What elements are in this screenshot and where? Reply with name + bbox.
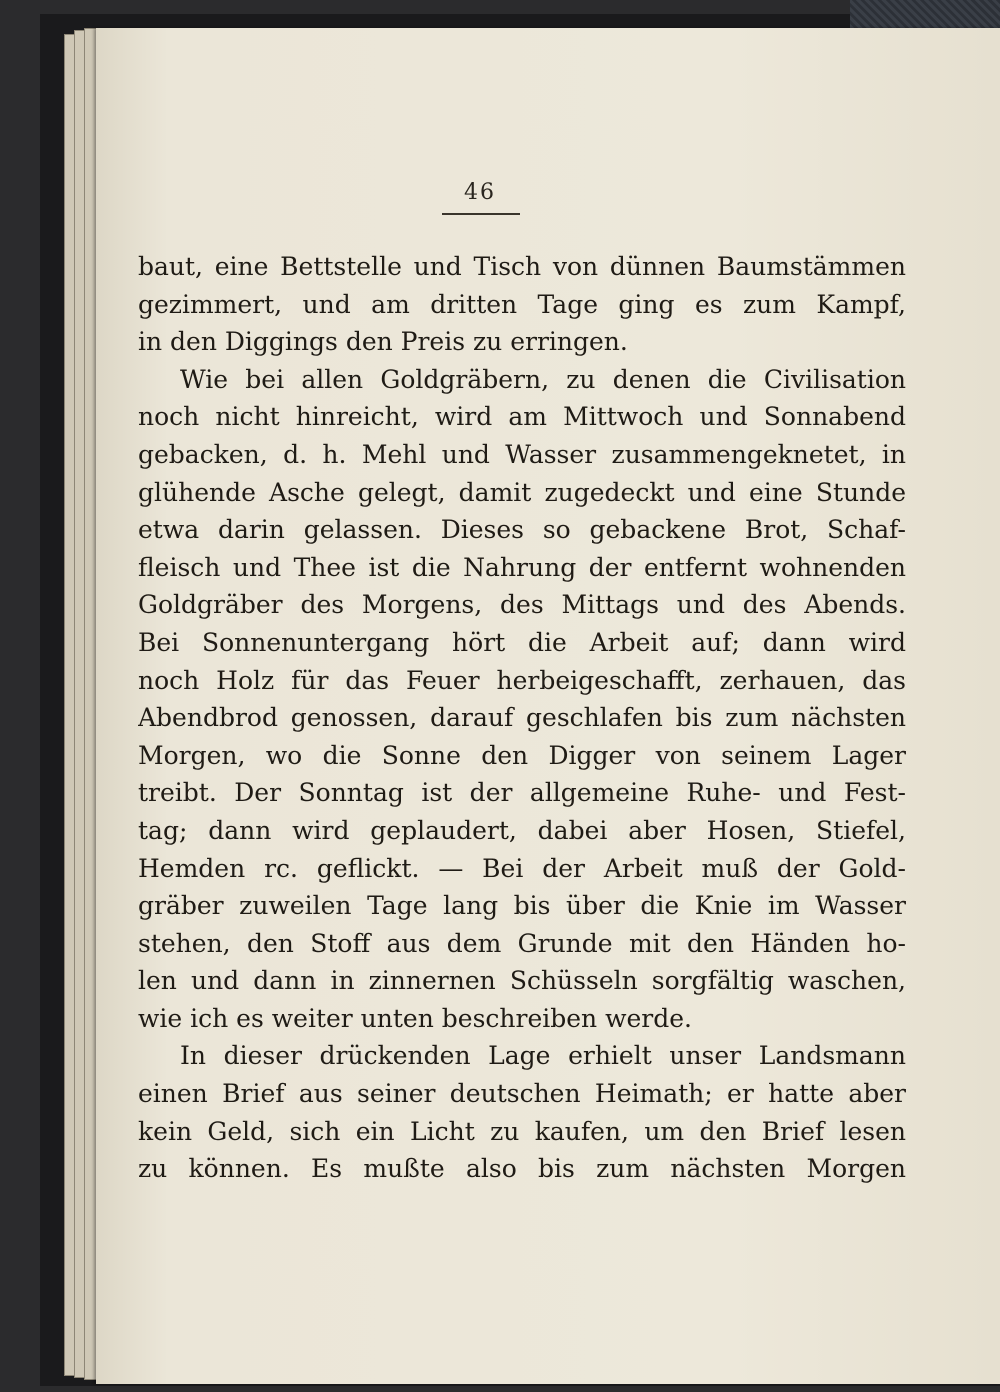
text-line: Abendbrod genossen, darauf geschlafen bis zum nächsten <box>138 703 906 733</box>
text-line: fleisch und Thee ist die Nahrung der entfernt wohnenden <box>138 552 906 582</box>
text-line: glühende Asche gelegt, damit zugedeckt und eine Stunde <box>138 477 906 507</box>
text-line: gebacken, d. h. Mehl und Wasser zusammengeknetet, in <box>138 439 906 469</box>
text-line: baut, eine Bettstelle und Tisch von dünnen Baumstämmen <box>138 252 906 281</box>
text-line: Hemden rc. geflickt. — Bei der Arbeit muß der Gold- <box>138 853 906 883</box>
text-line: wie ich es weiter unten beschreiben werde. <box>138 1003 692 1033</box>
text-line: Bei Sonnenuntergang hört die Arbeit auf; dann wird <box>138 627 906 657</box>
page-number-rule <box>442 213 520 215</box>
page-text <box>138 248 906 1188</box>
text-line: einen Brief aus seiner deutschen Heimath; er hatte aber <box>138 1079 906 1109</box>
text-line: gezimmert, und am dritten Tage ging es zum Kampf, <box>138 289 906 319</box>
page-number: 46 <box>464 180 496 205</box>
text-line: Wie bei allen Goldgräbern, zu denen die Civilisation <box>180 364 906 394</box>
text-line: etwa darin gelassen. Dieses so gebackene Brot, Schaf- <box>138 515 906 545</box>
text-line: Morgen, wo die Sonne den Digger von seinem Lager <box>138 740 906 770</box>
text-line: tag; dann wird geplaudert, dabei aber Hosen, Stiefel, <box>138 815 906 845</box>
text-line: noch nicht hinreicht, wird am Mittwoch und Sonnabend <box>138 402 906 432</box>
text-line: kein Geld, sich ein Licht zu kaufen, um den Brief lesen <box>138 1116 906 1146</box>
text-line: noch Holz für das Feuer herbeigeschafft, zerhauen, das <box>138 665 906 695</box>
text-line: len und dann in zinnernen Schüsseln sorgfältig waschen, <box>138 966 906 996</box>
text-line: In dieser drückenden Lage erhielt unser Landsmann <box>180 1041 906 1071</box>
text-line: in den Diggings den Preis zu erringen. <box>138 327 628 357</box>
text-line: zu können. Es mußte also bis zum nächsten Morgen <box>138 1154 906 1184</box>
text-line: treibt. Der Sonntag ist der allgemeine Ruhe- und Fest- <box>138 778 906 808</box>
text-line: Goldgräber des Morgens, des Mittags und des Abends. <box>138 590 906 620</box>
text-line: stehen, den Stoff aus dem Grunde mit den Händen ho- <box>138 928 906 958</box>
book-binding <box>850 0 1000 28</box>
text-line: gräber zuweilen Tage lang bis über die Knie im Wasser <box>138 891 906 921</box>
